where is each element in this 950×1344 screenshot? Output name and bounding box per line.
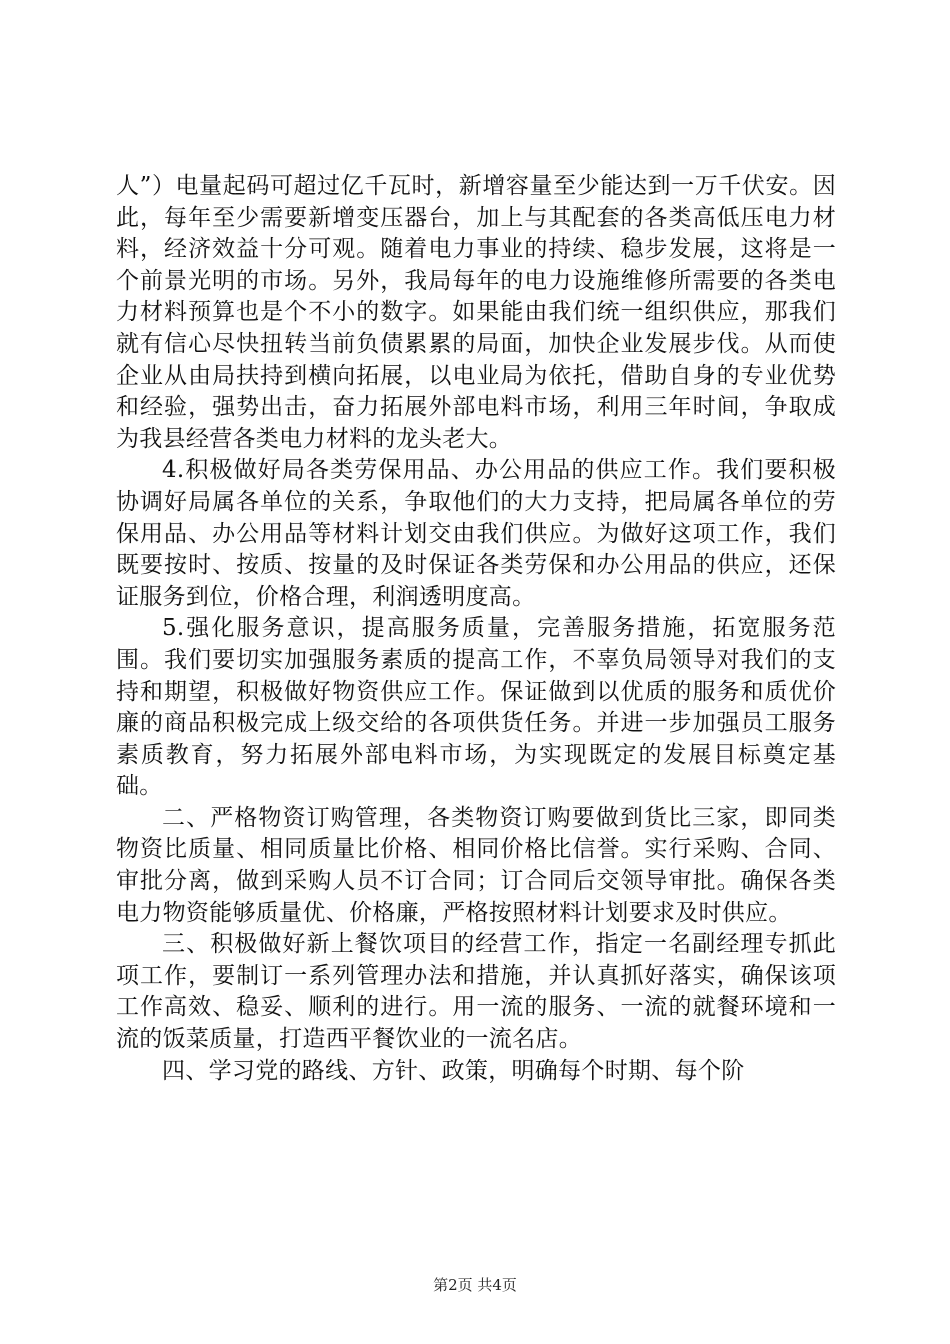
paragraph-item-4: 4.积极做好局各类劳保用品、办公用品的供应工作。我们要积极协调好局属各单位的关系，争取他们的大力支持，把局属各单位的劳保用品、办公用品等材料计划交由我们供应。为做好这项工作，我们既要按时、按质、按量的及时保证各类劳保和办公用品的供应，还保证服务到位，价格合理，利润透明度高。 xyxy=(116,457,836,610)
paragraph-section-3: 三、积极做好新上餐饮项目的经营工作，指定一名副经理专抓此项工作，要制订一系列管理办法和措施，并认真抓好落实，确保该项工作高效、稳妥、顺利的进行。用一流的服务、一流的就餐环境和一流的饭菜质量，打造西平餐饮业的一流名店。 xyxy=(116,931,836,1053)
document-body xyxy=(116,171,836,1087)
paragraph-item-5: 5.强化服务意识，提高服务质量，完善服务措施，拓宽服务范围。我们要切实加强服务素质的提高工作，不辜负局领导对我们的支持和期望，积极做好物资供应工作。保证做到以优质的服务和质优价廉的商品积极完成上级交给的各项供货任务。并进一步加强员工服务素质教育，努力拓展外部电料市场，为实现既定的发展目标奠定基础。 xyxy=(116,615,836,800)
paragraph-continuation: 人”）电量起码可超过亿千瓦时，新增容量至少能达到一万千伏安。因此，每年至少需要新增变压器台，加上与其配套的各类高低压电力材料，经济效益十分可观。随着电力事业的持续、稳步发展，这将是一个前景光明的市场。另外，我局每年的电力设施维修所需要的各类电力材料预算也是个不小的数字。如果能由我们统一组织供应，那我们就有信心尽快扭转当前负债累累的局面，加快企业发展步伐。从而使企业从由局扶持到横向拓展，以电业局为依托，借助自身的专业优势和经验，强势出击，奋力拓展外部电料市场，利用三年时间，争取成为我县经营各类电力材料的龙头老大。 xyxy=(116,173,836,452)
paragraph-section-2: 二、严格物资订购管理，各类物资订购要做到货比三家，即同类物资比质量、相同质量比价格、相同价格比信誉。实行采购、合同、审批分离，做到采购人员不订合同；订合同后交领导审批。确保各类电力物资能够质量优、价格廉，严格按照材料计划要求及时供应。 xyxy=(116,804,836,926)
page-number-footer: 第2页 共4页 xyxy=(433,1276,517,1294)
paragraph-section-4: 四、学习党的路线、方针、政策，明确每个时期、每个阶 xyxy=(162,1057,745,1084)
